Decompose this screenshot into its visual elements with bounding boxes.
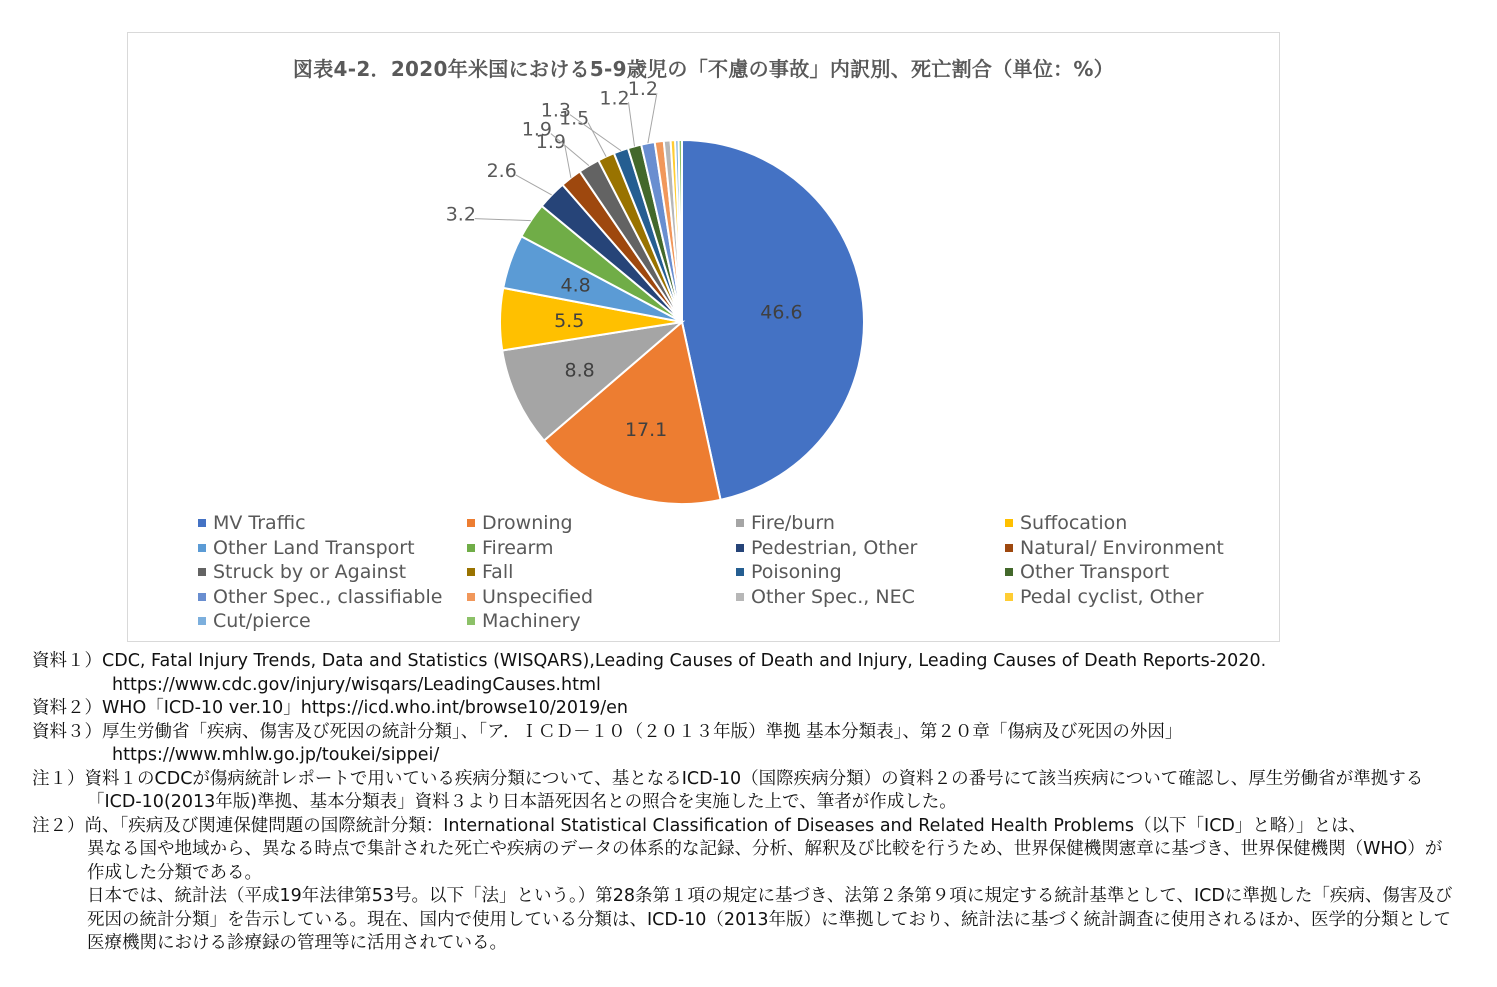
data-label: 1.2 xyxy=(627,78,659,101)
legend-swatch xyxy=(467,519,475,527)
data-label: 17.1 xyxy=(624,419,668,441)
legend-swatch xyxy=(736,544,744,552)
data-label: 1.5 xyxy=(558,107,590,130)
legend-item xyxy=(467,561,736,584)
legend-item xyxy=(198,610,467,633)
legend-swatch xyxy=(467,544,475,552)
legend-label: Unspecified xyxy=(482,585,594,608)
note-line: 資料２）WHO「ICD-10 ver.10」https://icd.who.int/browse10/2019/en xyxy=(32,698,629,718)
note-line: 作成した分類である。 xyxy=(87,862,262,883)
legend-swatch xyxy=(198,593,206,601)
legend-item xyxy=(736,512,1005,535)
legend-swatch xyxy=(198,519,206,527)
legend-swatch xyxy=(1005,568,1013,576)
legend xyxy=(198,512,1258,633)
data-label: 1.3 xyxy=(540,99,572,122)
legend-item xyxy=(198,586,467,609)
data-label: 8.8 xyxy=(564,359,595,382)
note-line: https://www.cdc.gov/injury/wisqars/LeadingCauses.html xyxy=(112,674,601,695)
legend-label: Other Land Transport xyxy=(213,536,415,559)
note-line: https://www.mhlw.go.jp/toukei/sippei/ xyxy=(112,745,440,765)
data-label: 2.6 xyxy=(486,159,517,182)
legend-label: Struck by or Against xyxy=(213,561,407,584)
note-line: 日本では、統計法（平成19年法律第53号。以下「法」という。）第28条第１項の規定に基づき、法第２条第９項に規定する統計基準として、ICDに準拠した「疾病、傷害及び xyxy=(87,886,1453,906)
note-line: 医療機関における診療録の管理等に活用されている。 xyxy=(87,933,507,953)
legend-label: Pedal cyclist, Other xyxy=(1020,585,1204,608)
legend-swatch xyxy=(467,593,475,601)
legend-swatch xyxy=(736,568,744,576)
legend-swatch xyxy=(467,568,475,576)
legend-label: Drowning xyxy=(482,512,573,535)
legend-swatch xyxy=(198,617,206,625)
legend-label: Cut/pierce xyxy=(213,610,311,633)
legend-item xyxy=(736,586,1005,609)
data-label: 4.8 xyxy=(560,274,591,297)
legend-label: Other Spec., classifiable xyxy=(213,585,443,608)
note-line: 資料３）厚生労働省「疾病、傷害及び死因の統計分類」、「ア．ＩＣＤ－１０（２０１３年版）準拠 基本分類表」、第２０章「傷病及び死因の外因」 xyxy=(32,721,1183,742)
chart-frame xyxy=(127,32,1280,642)
note-line: 「ICD-10(2013年版)準拠、基本分類表」資料３より日本語死因名との照合を実施した上で、筆者が作成した。 xyxy=(87,792,957,812)
leader-line xyxy=(648,93,657,143)
data-label: 1.9 xyxy=(535,130,567,153)
legend-swatch xyxy=(1005,519,1013,527)
legend-item xyxy=(736,537,1005,560)
legend-item xyxy=(467,610,736,633)
note-line: 死因の統計分類」を告示している。現在、国内で使用している分類は、ICD-10（2013年版）に準拠しており、統計法に基づく統計調査に使用されるほか、医学的分類として xyxy=(87,909,1451,930)
chart-title: 図表4-2．2020年米国における5-9歳児の「不慮の事故」内訳別、死亡割合（単位：%） xyxy=(292,57,1115,81)
legend-label: Pedestrian, Other xyxy=(751,536,918,559)
note-line: 注１）資料１のCDCが傷病統計レポートで用いている疾病分類について、基となるICD-10（国際疾病分類）の資料２の番号にて該当疾病について確認し、厚生労働省が準拠する xyxy=(32,768,1424,789)
legend-label: Natural/ Environment xyxy=(1020,536,1224,559)
legend-swatch xyxy=(198,544,206,552)
legend-label: Machinery xyxy=(482,610,581,633)
legend-label: Fall xyxy=(482,561,514,584)
leader-line xyxy=(475,219,531,221)
data-label: 5.5 xyxy=(554,310,585,333)
legend-swatch xyxy=(467,617,475,625)
pie-chart xyxy=(128,33,1281,513)
note-line: 資料１）CDC, Fatal Injury Trends, Data and Statistics (WISQARS),Leading Causes of Death and Injury, Leading Causes of Death Reports-2020. xyxy=(32,651,1267,671)
legend-label: Other Transport xyxy=(1020,561,1170,584)
data-label: 1.9 xyxy=(521,118,553,141)
legend-swatch xyxy=(198,568,206,576)
legend-item xyxy=(1005,537,1274,560)
legend-swatch xyxy=(736,593,744,601)
legend-label: Firearm xyxy=(482,536,554,559)
legend-item xyxy=(467,512,736,535)
legend-item xyxy=(467,586,736,609)
leader-line xyxy=(588,123,606,157)
legend-swatch xyxy=(1005,593,1013,601)
legend-item xyxy=(736,561,1005,584)
leader-line xyxy=(570,115,621,151)
legend-item xyxy=(198,537,467,560)
legend-label: Suffocation xyxy=(1020,512,1128,535)
legend-item xyxy=(1005,561,1274,584)
legend-label: Poisoning xyxy=(751,561,842,584)
legend-item xyxy=(467,537,736,560)
note-line: 注２）尚、「疾病及び関連保健問題の国際統計分類：International Statistical Classification of Diseases and Related Health Problems（以下「ICD」と略）」とは、 xyxy=(32,815,1367,836)
legend-label: Other Spec., NEC xyxy=(751,585,915,608)
legend-item xyxy=(198,512,467,535)
legend-swatch xyxy=(1005,544,1013,552)
data-label: 3.2 xyxy=(445,203,476,226)
legend-label: MV Traffic xyxy=(213,512,306,535)
leader-line xyxy=(516,175,552,195)
legend-item xyxy=(198,561,467,584)
source-notes xyxy=(32,650,1482,956)
legend-item xyxy=(1005,586,1274,609)
legend-label: Fire/burn xyxy=(751,512,835,535)
note-line: 異なる国や地域から、異なる時点で集計された死亡や疾病のデータの体系的な記録、分析、解釈及び比較を行うため、世界保健機関憲章に基づき、世界保健機関（WHO）が xyxy=(87,839,1443,859)
legend-item xyxy=(1005,512,1274,535)
data-label: 46.6 xyxy=(760,301,803,324)
data-label: 1.2 xyxy=(599,87,630,110)
legend-swatch xyxy=(736,519,744,527)
